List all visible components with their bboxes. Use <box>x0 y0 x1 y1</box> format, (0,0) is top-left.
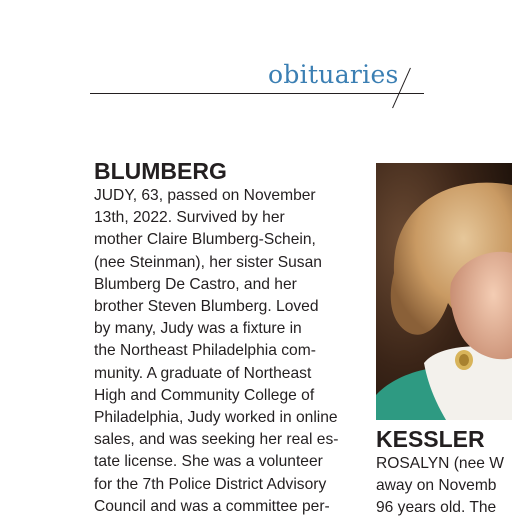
obituary-line: Council and was a committee per- <box>94 497 330 515</box>
obituary-surname: KESSLER <box>376 426 485 452</box>
obituary-line: High and Community College of <box>94 386 315 404</box>
obituary-line: 13th, 2022. Survived by her <box>94 209 285 227</box>
obituary-blumberg <box>94 157 353 518</box>
obituary-line: Blumberg De Castro, and her <box>94 275 297 293</box>
obituary-line: munity. A graduate of Northeast <box>94 364 312 382</box>
obituary-line: 96 years old. The <box>376 499 497 517</box>
obituary-line: for the 7th Police District Advisory <box>94 475 327 493</box>
section-title: obituaries <box>268 60 399 89</box>
obituary-kessler <box>376 425 512 520</box>
obituary-line: Philadelphia, Judy worked in online <box>94 409 338 427</box>
obituary-text <box>376 453 512 520</box>
obituary-line: brother Steven Blumberg. Loved <box>94 298 319 316</box>
obituary-photo <box>376 163 512 420</box>
header-rule <box>90 93 424 94</box>
obituary-text <box>94 185 353 518</box>
obituary-line: tate license. She was a volunteer <box>94 453 323 471</box>
obituary-line: (nee Steinman), her sister Susan <box>94 253 322 271</box>
obituary-line: ROSALYN (nee W <box>376 455 504 472</box>
obituary-line: by many, Judy was a fixture in <box>94 320 302 338</box>
obituary-line: sales, and was seeking her real es- <box>94 431 339 449</box>
obituary-line: JUDY, 63, passed on November <box>94 187 316 204</box>
obituary-surname: BLUMBERG <box>94 158 227 184</box>
obituary-line: away on Novemb <box>376 477 497 495</box>
obituary-line: mother Claire Blumberg-Schein, <box>94 231 316 249</box>
obituary-line: the Northeast Philadelphia com- <box>94 342 316 360</box>
